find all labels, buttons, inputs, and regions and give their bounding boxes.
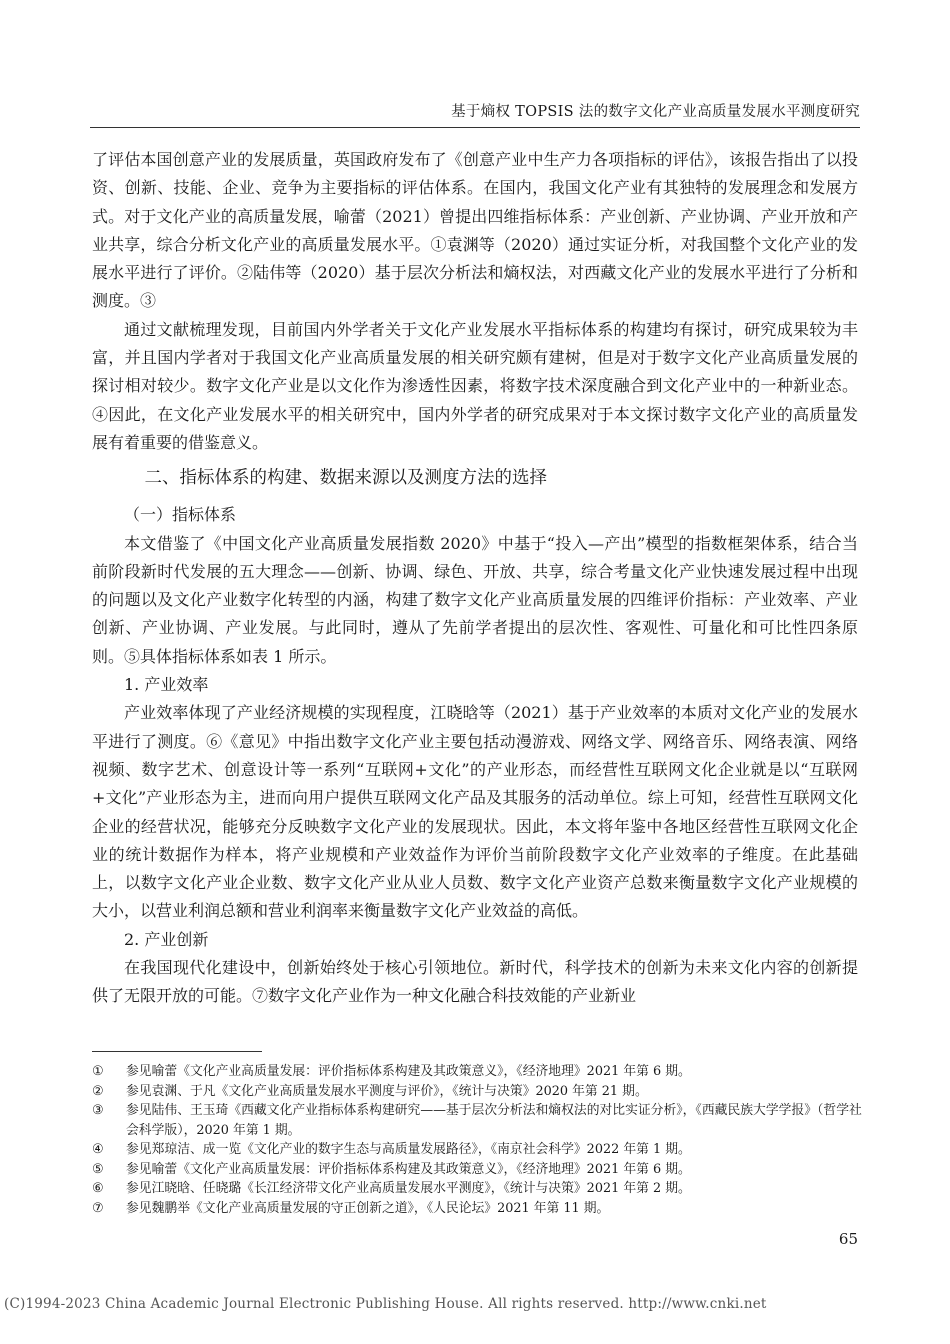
paragraph: 在我国现代化建设中，创新始终处于核心引领地位。新时代，科学技术的创新为未来文化内容的创新提供了无限开放的可能。⑦数字文化产业作为一种文化融合科技效能的产业新业	[92, 958, 858, 1006]
footnote	[92, 1160, 862, 1180]
footnote-mark: ⑤	[92, 1161, 104, 1177]
footnote-divider	[92, 1051, 262, 1052]
footnote-mark: ④	[92, 1142, 104, 1157]
footnote-mark: ⑦	[92, 1200, 104, 1216]
footnote-text: 参见郑琼洁、成一览《文化产业的数字生态与高质量发展路径》，《南京社会科学》2022 年第 1 期。	[126, 1142, 691, 1157]
page-number: 65	[838, 1230, 858, 1248]
subsection-heading: （一）指标体系	[124, 505, 237, 525]
footnote-text: 参见喻蕾《文化产业高质量发展：评价指标体系构建及其政策意义》，《经济地理》2021 年第 6 期。	[126, 1064, 691, 1079]
footnote-text: 参见袁渊、于凡《文化产业高质量发展水平测度与评价》，《统计与决策》2020 年第 21 期。	[126, 1083, 648, 1099]
paragraph: 本文借鉴了《中国文化产业高质量发展指数 2020》中基于“投入—产出”模型的指数框架体系，结合当前阶段新时代发展的五大理念——创新、协调、绿色、开放、共享，综合考量文化产业快速发展过程中出现的问题以及文化产业数字化转型的内涵，构建了数字文化产业高质量发展的四维评价指标：产业效率、产业创新、产业协调、产业发展。与此同时，遵从了先前学者提出的层次性、客观性、可量化和可比性四条原则。⑤具体指标体系如表 1 所示。	[92, 533, 858, 666]
footnote-mark: ⑥	[92, 1181, 104, 1196]
item-heading: 1. 产业效率	[124, 675, 209, 695]
article-body	[92, 146, 858, 1011]
footnote-text: 参见江晓晗、任晓璐《长江经济带文化产业高质量发展水平测度》，《统计与决策》2021 年第 2 期。	[126, 1181, 691, 1196]
footnote-mark: ②	[92, 1083, 104, 1099]
footnote	[92, 1101, 862, 1140]
footnote-mark: ③	[92, 1103, 104, 1118]
footnote	[92, 1179, 862, 1199]
footnote	[92, 1082, 862, 1102]
footnote-mark: ①	[92, 1064, 104, 1079]
footnote	[92, 1199, 862, 1219]
item-heading: 2. 产业创新	[124, 929, 209, 949]
copyright-watermark: (C)1994-2023 China Academic Journal Electronic Publishing House. All rights reserved. http://www.cnki.net	[4, 1296, 767, 1312]
footnote	[92, 1062, 862, 1082]
footnote-text: 参见喻蕾《文化产业高质量发展：评价指标体系构建及其政策意义》，《经济地理》2021 年第 6 期。	[126, 1161, 691, 1177]
paragraph: 了评估本国创意产业的发展质量，英国政府发布了《创意产业中生产力各项指标的评估》，该报告指出了以投资、创新、技能、企业、竞争为主要指标的评估体系。在国内，我国文化产业有其独特的发展理念和发展方式。对于文化产业的高质量发展，喻蕾（2021）曾提出四维指标体系：产业创新、产业协调、产业开放和产业共享，综合分析文化产业的高质量发展水平。①袁渊等（2020）通过实证分析，对我国整个文化产业的发展水平进行了评价。②陆伟等（2020）基于层次分析法和熵权法，对西藏文化产业的发展水平进行了分析和测度。③	[92, 150, 858, 311]
footnotes	[92, 1062, 862, 1218]
paragraph: 产业效率体现了产业经济规模的实现程度，江晓晗等（2021）基于产业效率的本质对文化产业的发展水平进行了测度。⑥《意见》中指出数字文化产业主要包括动漫游戏、网络文学、网络音乐、网络表演、网络视频、数字艺术、创意设计等一系列“互联网+文化”的产业形态，而经营性互联网文化企业就是以“互联网+文化”产业形态为主，进而向用户提供互联网文化产品及其服务的活动单位。综上可知，经营性互联网文化企业的经营状况，能够充分反映数字文化产业的发展现状。因此，本文将年鉴中各地区经营性互联网文化企业的统计数据作为样本，将产业规模和产业效益作为评价当前阶段数字文化产业效率的子维度。在此基础上，以数字文化产业企业数、数字文化产业从业人员数、数字文化产业资产总数来衡量数字文化产业规模的大小，以营业利润总额和营业利润率来衡量数字文化产业效益的高低。	[92, 703, 858, 921]
section-heading: 二、指标体系的构建、数据来源以及测度方法的选择	[144, 468, 547, 489]
footnote-text: 参见魏鹏举《文化产业高质量发展的守正创新之道》，《人民论坛》2021 年第 11 期。	[126, 1200, 610, 1216]
footnote-text: 参见陆伟、王玉琦《西藏文化产业指标体系构建研究——基于层次分析法和熵权法的对比实证分析》，《西藏民族大学学报》（哲学社会科学版），2020 年第 1 期。	[126, 1103, 862, 1138]
running-head: 基于熵权 TOPSIS 法的数字文化产业高质量发展水平测度研究	[90, 100, 860, 128]
paragraph: 通过文献梳理发现，目前国内外学者关于文化产业发展水平指标体系的构建均有探讨，研究成果较为丰富，并且国内学者对于我国文化产业高质量发展的相关研究颇有建树，但是对于数字文化产业高质量发展的探讨相对较少。数字文化产业是以文化作为渗透性因素，将数字技术深度融合到文化产业中的一种新业态。④因此，在文化产业发展水平的相关研究中，国内外学者的研究成果对于本文探讨数字文化产业的高质量发展有着重要的借鉴意义。	[92, 319, 858, 452]
footnote	[92, 1140, 862, 1160]
